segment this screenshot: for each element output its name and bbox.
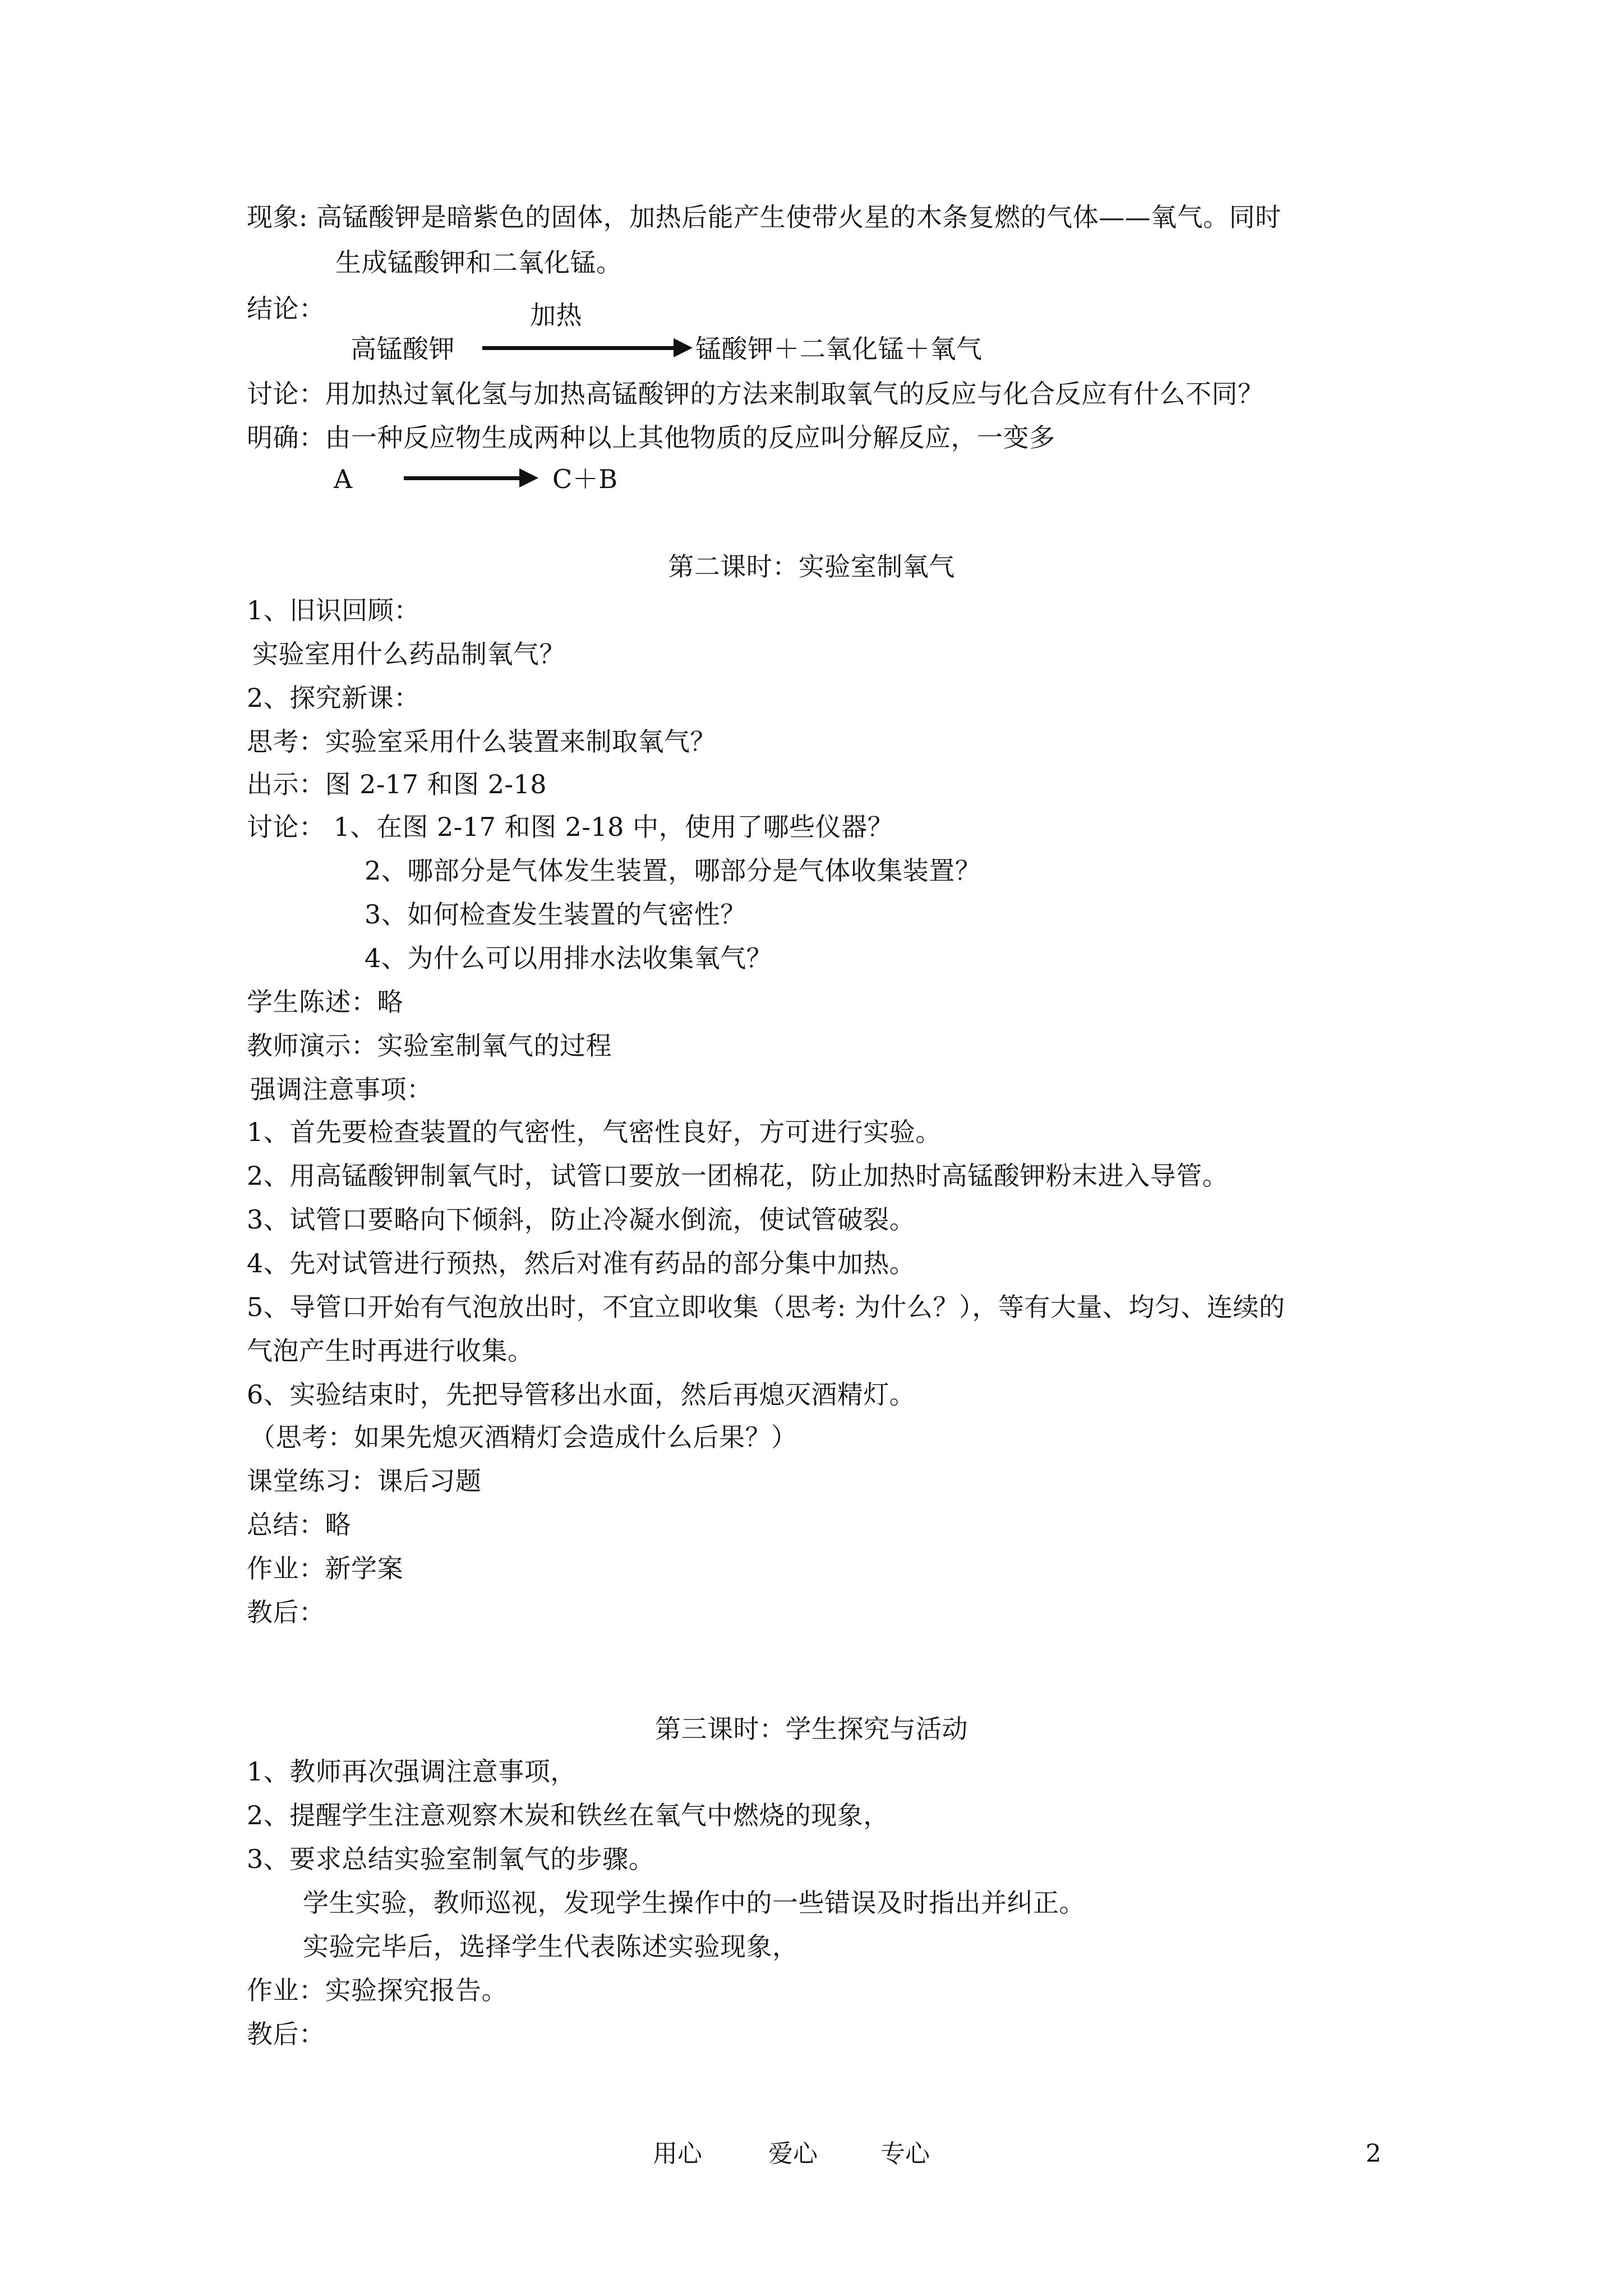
s2-line: （思考：如果先熄灭酒精灯会造成什么后果？）	[250, 1422, 797, 1452]
footer-word-1: 用心	[653, 2139, 702, 2168]
s2-line: 2、哪部分是气体发生装置，哪部分是气体收集装置？	[365, 855, 981, 886]
s2-line: 实验室用什么药品制氧气？	[252, 639, 565, 669]
discussion-line: 讨论：用加热过氧化氢与加热高锰酸钾的方法来制取氧气的反应与化合反应有什么不同？	[247, 379, 1264, 409]
s3-line: 3、要求总结实验室制氧气的步骤。	[247, 1844, 655, 1874]
section-2-title: 第二课时：实验室制氧气	[668, 551, 955, 582]
s3-line: 实验完毕后，选择学生代表陈述实验现象，	[303, 1931, 799, 1962]
products: 锰酸钾＋二氧化锰＋氧气	[695, 334, 983, 364]
formula-left: A	[334, 464, 353, 494]
phenomenon-line-1: 现象: 高锰酸钾是暗紫色的固体，加热后能产生使带火星的木条复燃的气体——氧气。同时	[247, 202, 1281, 232]
s3-line: 作业：实验探究报告。	[247, 1975, 508, 2005]
s2-line: 3、试管口要略向下倾斜，防止冷凝水倒流，使试管破裂。	[247, 1204, 916, 1235]
page-number: 2	[1366, 2139, 1381, 2168]
s3-line: 教后：	[247, 2019, 325, 2049]
phenomenon-line-2: 生成锰酸钾和二氧化锰。	[335, 247, 623, 278]
s2-line: 2、探究新课：	[247, 683, 420, 713]
s3-line: 1、教师再次强调注意事项，	[247, 1756, 577, 1787]
s2-line: 总结：略	[247, 1510, 351, 1540]
reaction-condition: 加热	[530, 300, 582, 330]
s2-line: 4、为什么可以用排水法收集氧气？	[365, 943, 773, 973]
s3-line: 学生实验，教师巡视，发现学生操作中的一些错误及时指出并纠正。	[303, 1888, 1085, 1918]
s2-line: 4、先对试管进行预热，然后对准有药品的部分集中加热。	[247, 1248, 916, 1278]
footer-word-3: 专心	[880, 2139, 930, 2168]
s2-line: 出示：图 2-17 和图 2-18	[247, 769, 547, 799]
s2-line: 1、旧识回顾：	[247, 595, 420, 625]
footer-word-2: 爱心	[768, 2139, 818, 2168]
conclusion-label: 结论：	[247, 293, 325, 324]
reactant: 高锰酸钾	[351, 334, 455, 364]
s2-line: 1、首先要检查装置的气密性，气密性良好，方可进行实验。	[247, 1117, 942, 1147]
s2-line: 学生陈述：略	[247, 987, 403, 1017]
formula-arrow-icon	[404, 476, 522, 480]
s2-line: 作业：新学案	[247, 1553, 403, 1584]
s2-line: 强调注意事项：	[250, 1074, 433, 1105]
section-3-title: 第三课时：学生探究与活动	[655, 1714, 968, 1744]
s2-line: 讨论： 1、在图 2-17 和图 2-18 中，使用了哪些仪器？	[247, 812, 894, 842]
s3-line: 2、提醒学生注意观察木炭和铁丝在氧气中燃烧的现象，	[247, 1800, 889, 1830]
reaction-arrow-icon	[482, 346, 676, 350]
s2-line: 3、如何检查发生装置的气密性？	[365, 899, 746, 930]
s2-line: 6、实验结束时，先把导管移出水面，然后再熄灭酒精灯。	[247, 1379, 916, 1410]
s2-line: 思考：实验室采用什么装置来制取氧气？	[247, 726, 716, 757]
s2-line: 教后：	[247, 1597, 325, 1627]
clarify-line: 明确：由一种反应物生成两种以上其他物质的反应叫分解反应，一变多	[247, 422, 1055, 453]
s2-line: 课堂练习：课后习题	[247, 1466, 482, 1496]
s2-line: 气泡产生时再进行收集。	[247, 1336, 534, 1366]
s2-line: 2、用高锰酸钾制氧气时，试管口要放一团棉花，防止加热时高锰酸钾粉末进入导管。	[247, 1161, 1229, 1191]
s2-line: 教师演示：实验室制氧气的过程	[247, 1030, 612, 1061]
s2-line: 5、导管口开始有气泡放出时，不宜立即收集（思考: 为什么？），等有大量、均匀、连续的	[247, 1292, 1285, 1322]
formula-right: C＋B	[552, 464, 618, 494]
